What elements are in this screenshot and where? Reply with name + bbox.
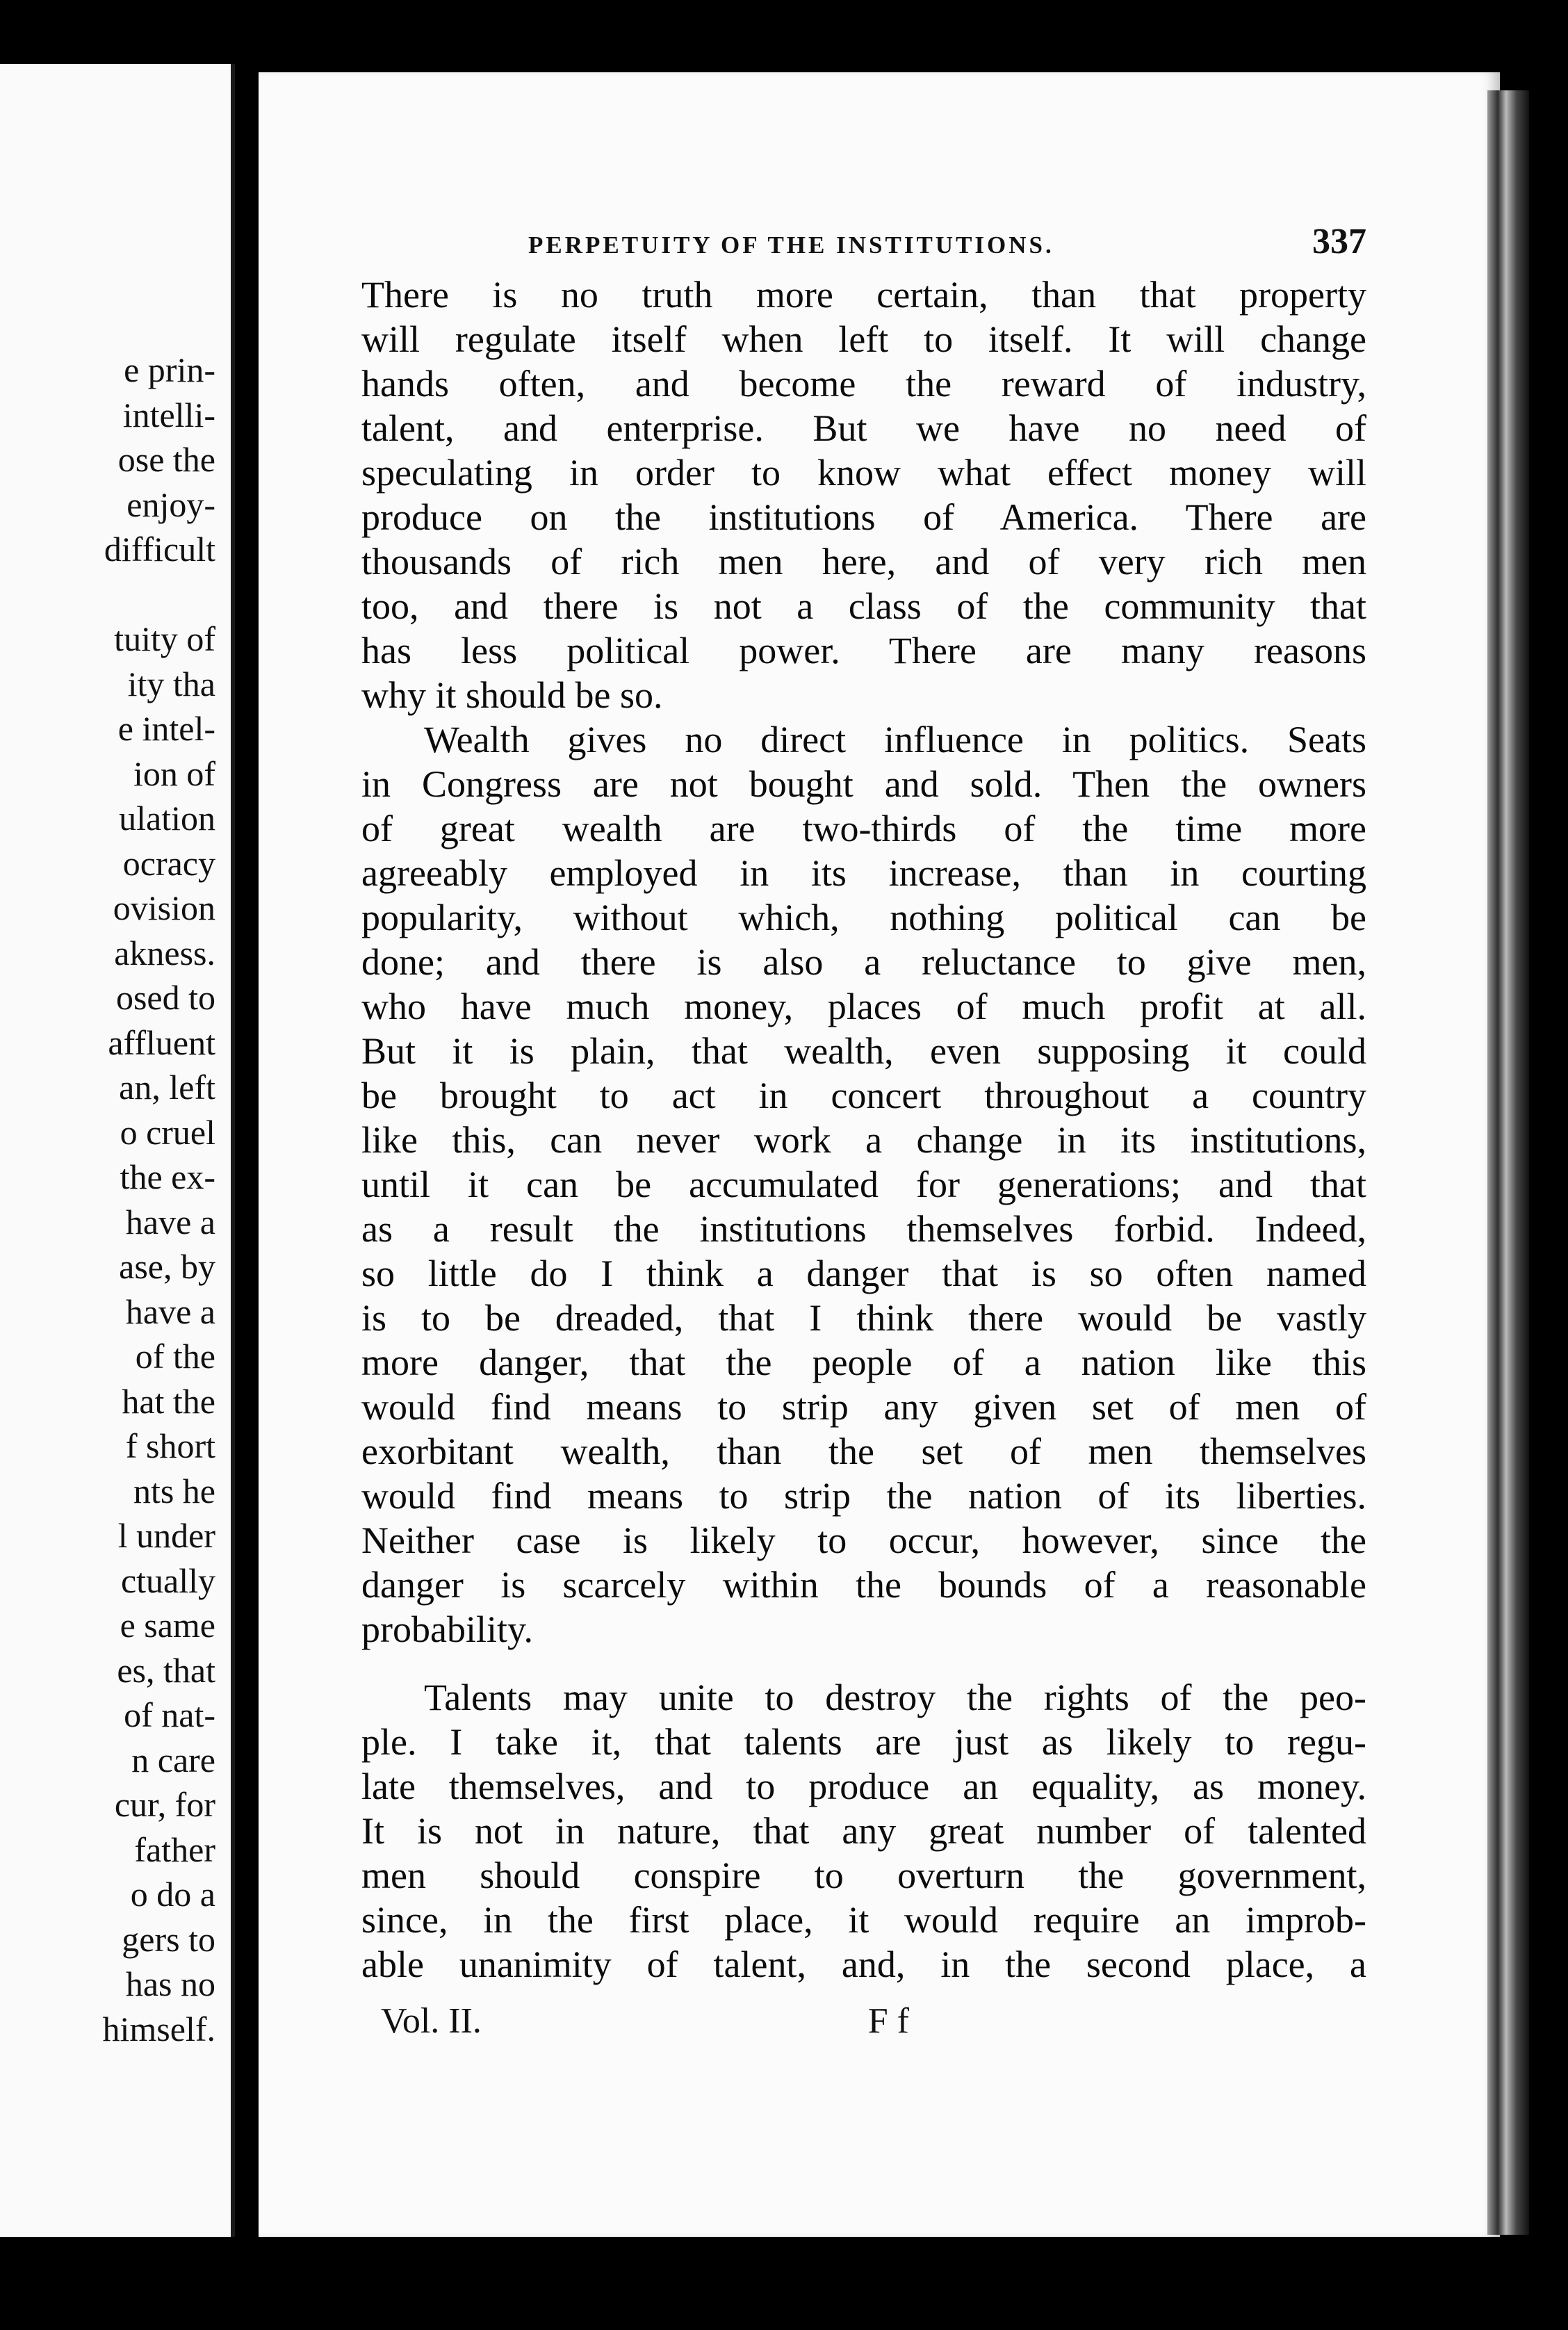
text-line: has less political power. There are many reasons [361, 630, 1366, 671]
left-page-line: ctually [120, 1561, 215, 1600]
left-page-text [103, 348, 215, 2051]
left-page-line: of the [135, 1337, 215, 1376]
text-line: danger is scarcely within the bounds of a reasonable [361, 1564, 1366, 1606]
left-page-line: nts he [133, 1471, 215, 1510]
page-edge [1487, 90, 1529, 2235]
left-page-line: enjoy- [126, 484, 215, 524]
text-line: hands often, and become the reward of industry, [361, 363, 1366, 405]
text-line: speculating in order to know what effect money will [361, 452, 1366, 494]
text-line: exorbitant wealth, than the set of men themselves [361, 1431, 1366, 1472]
left-page-line: cur, for [114, 1785, 215, 1824]
left-page-line: osed to [115, 978, 215, 1017]
left-page-line: akness. [114, 933, 215, 972]
left-page-line: gers to [122, 1919, 215, 1959]
left-page-line: affluent [108, 1023, 215, 1062]
text-line: like this, can never work a change in its institutions, [361, 1119, 1366, 1161]
text-line: late themselves, and to produce an equality, as money. [361, 1766, 1366, 1807]
left-page-line: father [134, 1830, 215, 1869]
text-line: popularity, without which, nothing political can be [361, 897, 1366, 938]
text-line: men should conspire to overturn the government, [361, 1855, 1366, 1896]
text-line: as a result the institutions themselves forbid. Indeed, [361, 1208, 1366, 1250]
left-page-line: himself. [102, 2009, 215, 2048]
left-page-line [103, 572, 215, 617]
text-line: ple. I take it, that talents are just as likely to regu- [361, 1721, 1366, 1763]
left-page-line: f short [125, 1426, 215, 1465]
left-page-line: difficult [104, 530, 215, 569]
left-page-line: have a [125, 1202, 215, 1241]
left-page-line: ocracy [122, 843, 215, 883]
left-page-line: hat the [122, 1381, 215, 1421]
page-number: 337 [1312, 222, 1366, 261]
left-page-line: ion of [133, 753, 215, 793]
left-page-line: have a [125, 1292, 215, 1331]
running-head [528, 221, 1366, 262]
text-line: too, and there is not a class of the community that [361, 585, 1366, 627]
text-line: talent, and enterprise. But we have no need of [361, 407, 1366, 449]
text-line: thousands of rich men here, and of very rich men [361, 541, 1366, 582]
text-line: until it can be accumulated for generations; and that [361, 1164, 1366, 1205]
text-line: done; and there is also a reluctance to give men, [361, 941, 1366, 983]
text-line: Talents may unite to destroy the rights of the peo- [424, 1677, 1366, 1718]
left-page-fragment [0, 64, 235, 2237]
text-line: But it is plain, that wealth, even supposing it could [361, 1030, 1366, 1072]
left-page-line: o do a [130, 1875, 215, 1914]
text-line: of great wealth are two-thirds of the time more [361, 808, 1366, 849]
signature-mark: F f [867, 2001, 909, 2041]
left-page-line: ase, by [119, 1247, 215, 1286]
text-line: It is not in nature, that any great number of talented [361, 1810, 1366, 1852]
text-line: produce on the institutions of America. There are [361, 496, 1366, 538]
left-page-line: ovision [113, 888, 215, 927]
text-line: able unanimity of talent, and, in the second place, a [361, 1944, 1366, 1985]
left-page-line: intelli- [122, 395, 215, 434]
left-page-line: ity tha [127, 664, 215, 703]
left-page-line: e same [120, 1606, 215, 1645]
left-page-line: the ex- [120, 1157, 215, 1196]
text-line: in Congress are not bought and sold. Then the owners [361, 763, 1366, 805]
body-text [361, 272, 1366, 1987]
text-line: so little do I think a danger that is so often named [361, 1253, 1366, 1294]
text-line: will regulate itself when left to itself. It will change [361, 318, 1366, 360]
left-page-line: n care [131, 1740, 215, 1779]
left-page-line: e prin- [124, 350, 215, 389]
left-page-line: l under [117, 1516, 215, 1555]
text-line: Wealth gives no direct influence in politics. Seats [424, 719, 1366, 760]
left-page-line: an, left [119, 1068, 215, 1107]
text-line: since, in the first place, it would require an improb- [361, 1899, 1366, 1941]
text-line: would find means to strip the nation of its liberties. [361, 1475, 1366, 1517]
left-page-line: o cruel [120, 1112, 215, 1152]
left-page-line: of nat- [124, 1695, 215, 1734]
left-page-line: ose the [117, 440, 215, 479]
text-line: who have much money, places of much profit at all. [361, 986, 1366, 1027]
text-line: Neither case is likely to occur, however, since the [361, 1520, 1366, 1561]
running-title: PERPETUITY OF THE INSTITUTIONS. [528, 231, 1054, 259]
left-page-line: e intel- [117, 709, 215, 748]
left-page-line: has no [125, 1964, 215, 2003]
paragraph-gap [361, 1652, 1366, 1675]
text-line: probability. [361, 1608, 533, 1650]
text-line: be brought to act in concert throughout a country [361, 1075, 1366, 1116]
text-line: why it should be so. [361, 674, 663, 716]
left-page-line: tuity of [114, 619, 215, 658]
volume-label: Vol. II. [381, 2001, 482, 2041]
text-line: would find means to strip any given set of men of [361, 1386, 1366, 1428]
text-line: more danger, that the people of a nation like this [361, 1342, 1366, 1383]
text-line: agreeably employed in its increase, than in courting [361, 852, 1366, 894]
left-page-line: ulation [119, 799, 215, 838]
text-line: is to be dreaded, that I think there would be vastly [361, 1297, 1366, 1339]
left-page-line: es, that [117, 1650, 215, 1690]
page-footer [381, 2001, 909, 2042]
text-line: There is no truth more certain, than that property [361, 274, 1366, 316]
